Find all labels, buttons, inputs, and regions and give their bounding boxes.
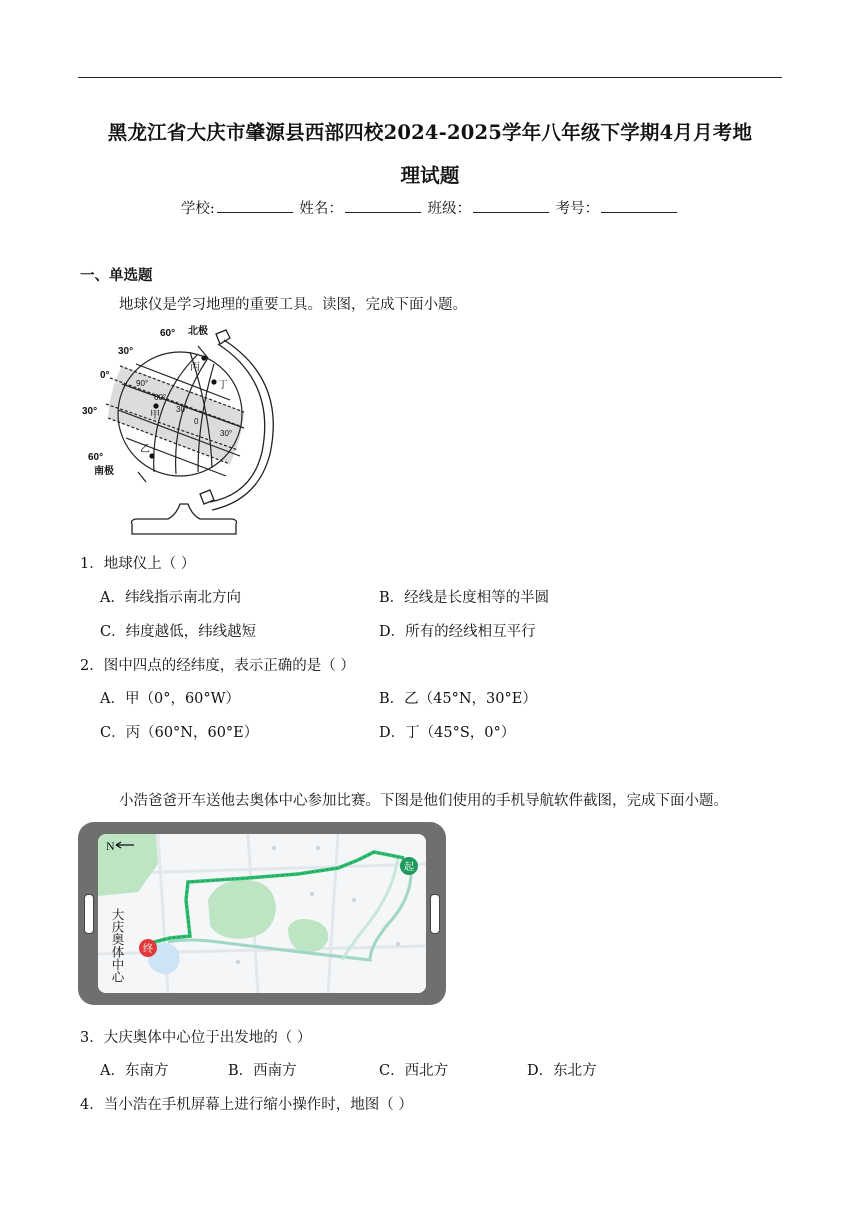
lon-60-label: 60°	[154, 393, 167, 402]
q2-option-d[interactable]: D．丁（45°S，0°）	[379, 725, 516, 741]
class-blank[interactable]	[473, 198, 549, 213]
q2-option-c[interactable]: C．丙（60°N，60°E）	[100, 725, 259, 741]
q2-option-b[interactable]: B．乙（45°N，30°E）	[379, 691, 537, 707]
point-yi-dot	[149, 453, 154, 458]
class-label: 班级：	[427, 201, 471, 217]
point-jia-dot	[153, 403, 158, 408]
q3-option-c[interactable]: C．西北方	[379, 1063, 449, 1079]
phone-side-button-left	[84, 894, 94, 934]
start-marker-label: 起	[404, 862, 414, 873]
lon-30-label-b: 30°	[220, 429, 233, 438]
north-pole-label: 北极	[188, 326, 208, 337]
q1-option-a[interactable]: A．纬线指示南北方向	[100, 590, 241, 606]
page-title-line2: 理试题	[400, 164, 460, 187]
exam-no-label: 考号：	[555, 201, 600, 217]
north-label: N	[106, 839, 115, 853]
phone-navigation-figure	[78, 822, 446, 1005]
lat-60-top-label: 60°	[160, 328, 176, 339]
lat-30-bottom-label: 30°	[82, 406, 98, 417]
q3-option-a[interactable]: A．东南方	[100, 1063, 169, 1079]
destination-label: 大庆奥体中心	[110, 908, 125, 983]
lat-30-top-label: 30°	[118, 346, 134, 357]
student-info-line	[0, 197, 860, 218]
q1-option-d[interactable]: D．所有的经线相互平行	[379, 624, 536, 640]
name-label: 姓名：	[299, 201, 343, 217]
question-3-stem: 3．大庆奥体中心位于出发地的（ ）	[80, 1030, 312, 1046]
name-blank[interactable]	[345, 198, 421, 213]
map-screen	[98, 834, 426, 993]
globe-base	[132, 504, 237, 534]
question-1-stem: 1．地球仪上（ ）	[80, 556, 196, 572]
map-svg	[98, 834, 426, 993]
point-bing-label: 丙	[190, 362, 200, 373]
point-jia-label: 甲	[150, 410, 160, 421]
lon-90-label: 90°	[136, 379, 149, 388]
section-title: 一、单选题	[80, 267, 153, 284]
school-blank[interactable]	[217, 198, 293, 213]
school-label: 学校:	[180, 201, 215, 217]
question-4-stem: 4．当小浩在手机屏幕上进行缩小操作时，地图（ ）	[80, 1097, 413, 1113]
q1-option-c[interactable]: C．纬度越低，纬线越短	[100, 624, 257, 640]
point-ding-dot	[211, 379, 216, 384]
exam-no-blank[interactable]	[601, 198, 677, 213]
top-rule	[78, 77, 782, 78]
globe-figure	[80, 322, 280, 544]
lat-0-label: 0°	[100, 370, 110, 381]
park-area-center	[208, 880, 276, 939]
lon-0-label: 0	[194, 417, 199, 426]
passage1-intro: 地球仪是学习地理的重要工具。读图，完成下面小题。	[119, 297, 467, 313]
q3-option-b[interactable]: B．西南方	[228, 1063, 297, 1079]
south-pole-label: 南极	[94, 466, 114, 477]
lat-60-bottom-label: 60°	[88, 452, 104, 463]
page-title: 黑龙江省大庆市肇源县西部四校2024-2025学年八年级下学期4月月考地	[107, 121, 753, 144]
passage2-intro: 小浩爸爸开车送他去奥体中心参加比赛。下图是他们使用的手机导航软件截图，完成下面小题。	[119, 793, 728, 809]
point-ding-label: 丁	[218, 380, 228, 391]
point-bing-dot	[201, 355, 206, 360]
end-marker-label: 终	[143, 944, 153, 955]
q2-option-a[interactable]: A．甲（0°，60°W）	[100, 691, 241, 707]
question-2-stem: 2．图中四点的经纬度，表示正确的是（ ）	[80, 658, 355, 674]
q1-option-b[interactable]: B．经线是长度相等的半圆	[379, 590, 550, 606]
phone-side-button-right	[430, 894, 440, 934]
point-yi-label: 乙	[140, 444, 150, 455]
lon-30-label-a: 30°	[176, 405, 189, 414]
q3-option-d[interactable]: D．东北方	[527, 1063, 597, 1079]
